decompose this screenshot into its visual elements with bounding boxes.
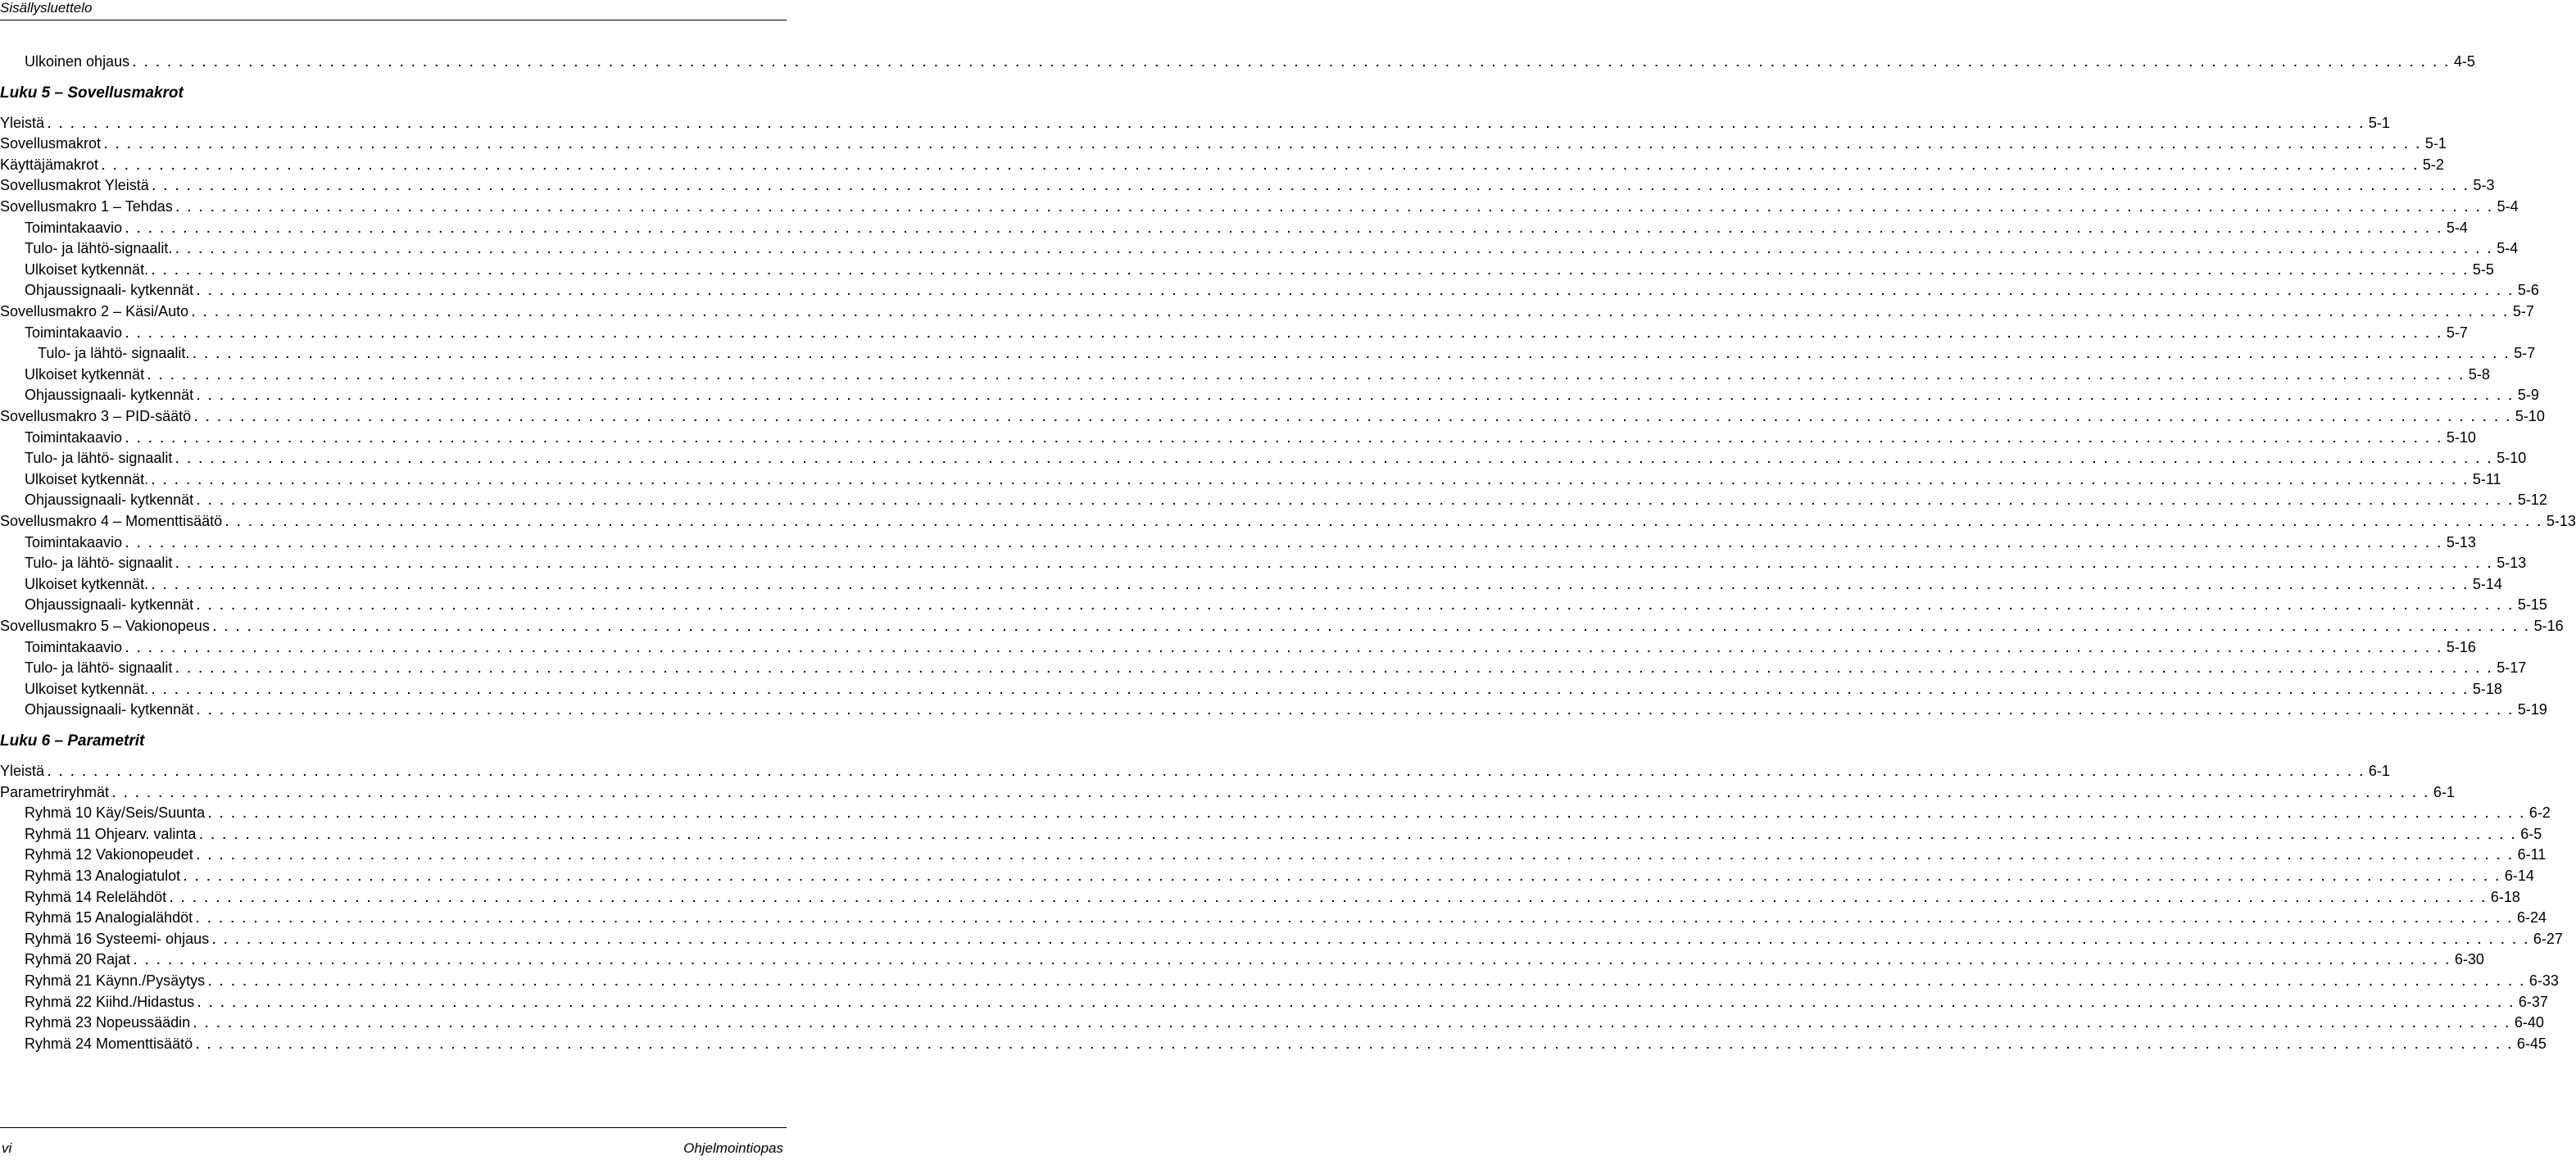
toc-entry[interactable]: [0, 428, 2476, 447]
toc-entry-label: Sovellusmakrot Yleistä: [0, 177, 149, 194]
toc-entry-label: Sovellusmakro 2 – Käsi/Auto: [0, 303, 189, 319]
dot-leader: . . . . . . . . . . . . . . . . . . . . . . . . . . . . . . . . . . . . . . . . . . . . . . . . . . . . . . . . . . . . . . . . . . . . . . . . . . . . . . . . . . . . . . . . . . . . . . . . . . . . . . . . . . . . . . . . . . . . . . . . . . . . . . . . . . . . . . . . . . . . . . . . . . . . . . . . . . . . . . . . . . . . . . . . . . . . . . . . . . . . . . . . . . . . . . . . . . . . . . . .: [170, 890, 2488, 904]
dot-leader: . . . . . . . . . . . . . . . . . . . . . . . . . . . . . . . . . . . . . . . . . . . . . . . . . . . . . . . . . . . . . . . . . . . . . . . . . . . . . . . . . . . . . . . . . . . . . . . . . . . . . . . . . . . . . . . . . . . . . . . . . . . . . . . . . . . . . . . . . . . . . . . . . . . . . . . . . . . . . . . . . . . . . . . . . . . . . . . . . . . . . . . . . . . . . . . . . . . . . . . .: [152, 263, 2469, 277]
toc-entry[interactable]: [0, 637, 2476, 657]
toc-entry-page: 6-40: [2514, 1014, 2544, 1031]
dot-leader: . . . . . . . . . . . . . . . . . . . . . . . . . . . . . . . . . . . . . . . . . . . . . . . . . . . . . . . . . . . . . . . . . . . . . . . . . . . . . . . . . . . . . . . . . . . . . . . . . . . . . . . . . . . . . . . . . . . . . . . . . . . . . . . . . . . . . . . . . . . . . . . . . . . . . . . . . . . . . . . . . . . . . . . . . . . . . . . . . . . . . . . . . . . . . . . . . . . . . . . .: [197, 599, 2515, 613]
toc-entry-label: Toimintakaavio: [25, 533, 123, 551]
toc-entry-page: 5-7: [2514, 345, 2536, 362]
toc-entry[interactable]: [0, 260, 2494, 279]
toc-entry[interactable]: [0, 301, 2534, 321]
toc-entry-page: 5-10: [2497, 450, 2527, 467]
toc-entry[interactable]: [0, 469, 2501, 489]
toc-entry-label: Sovellusmakro 5 – Vakionopeus: [0, 618, 210, 634]
toc-entry-page: 5-12: [2517, 492, 2547, 509]
toc-entry-page: 5-19: [2517, 701, 2547, 718]
toc-entry-label: Ryhmä 11 Ohjearv. valinta: [25, 825, 197, 842]
toc-entry-label: Toimintakaavio: [25, 638, 123, 655]
toc-entry-page: 6-37: [2518, 993, 2548, 1010]
toc-entry[interactable]: [0, 929, 2563, 949]
toc-entry-label: Ulkoiset kytkennät.: [25, 470, 149, 487]
toc-entry-page: 4-5: [2453, 53, 2475, 70]
toc-entry-label: Yleistä: [0, 114, 45, 131]
toc-entry-label: Ulkoiset kytkennät: [25, 365, 145, 383]
toc-entry-label: Ryhmä 22 Kiihd./Hidastus: [25, 993, 195, 1010]
toc-entry[interactable]: [0, 385, 2539, 405]
toc-entry-label: Yleistä: [0, 763, 45, 779]
dot-leader: . . . . . . . . . . . . . . . . . . . . . . . . . . . . . . . . . . . . . . . . . . . . . . . . . . . . . . . . . . . . . . . . . . . . . . . . . . . . . . . . . . . . . . . . . . . . . . . . . . . . . . . . . . . . . . . . . . . . . . . . . . . . . . . . . . . . . . . . . . . . . . . . . . . . . . . . . . . . . . . . . . . . . . . . . . . . . . . . . . . . . . . . . . . . . . . . . . . . . . . .: [152, 473, 2469, 487]
toc-entry-page: 5-3: [2473, 177, 2495, 194]
toc-entry-page: 5-7: [2446, 324, 2468, 341]
toc-entry-label: Sovellusmakro 3 – PID-säätö: [0, 408, 192, 424]
toc-entry-page: 5-18: [2472, 680, 2502, 697]
toc-entry-label: Käyttäjämakrot: [0, 156, 99, 173]
toc-entry[interactable]: [0, 574, 2502, 594]
toc-entry-label: Ryhmä 14 Relelähdöt: [25, 888, 167, 905]
toc-entry[interactable]: [0, 761, 2390, 781]
toc-entry-page: 5-5: [2472, 261, 2494, 278]
toc-entry[interactable]: [0, 949, 2484, 969]
toc-entry[interactable]: [0, 553, 2527, 573]
toc-entry-page: 6-1: [2433, 783, 2455, 800]
toc-entry-page: 5-10: [2515, 408, 2545, 424]
dot-leader: . . . . . . . . . . . . . . . . . . . . . . . . . . . . . . . . . . . . . . . . . . . . . . . . . . . . . . . . . . . . . . . . . . . . . . . . . . . . . . . . . . . . . . . . . . . . . . . . . . . . . . . . . . . . . . . . . . . . . . . . . . . . . . . . . . . . . . . . . . . . . . . . . . . . . . . . . . . . . . . . . . . . . . . . . . . . . . . . . . . . . . . . . . . . . . . . . . . . . . . .: [125, 641, 2443, 655]
dot-leader: . . . . . . . . . . . . . . . . . . . . . . . . . . . . . . . . . . . . . . . . . . . . . . . . . . . . . . . . . . . . . . . . . . . . . . . . . . . . . . . . . . . . . . . . . . . . . . . . . . . . . . . . . . . . . . . . . . . . . . . . . . . . . . . . . . . . . . . . . . . . . . . . . . . . . . . . . . . . . . . . . . . . . . . . . . . . . . . . . . . . . . . . . . . . . . . . . . . . . . . .: [125, 326, 2443, 340]
dot-leader: . . . . . . . . . . . . . . . . . . . . . . . . . . . . . . . . . . . . . . . . . . . . . . . . . . . . . . . . . . . . . . . . . . . . . . . . . . . . . . . . . . . . . . . . . . . . . . . . . . . . . . . . . . . . . . . . . . . . . . . . . . . . . . . . . . . . . . . . . . . . . . . . . . . . . . . . . . . . . . . . . . . . . . . . . . . . . . . . . . . . . . . . . . . . . . . . . . . . . . . .: [197, 389, 2515, 403]
toc-entry-label: Ulkoiset kytkennät.: [25, 261, 149, 278]
toc-entry[interactable]: [0, 866, 2534, 886]
dot-leader: . . . . . . . . . . . . . . . . . . . . . . . . . . . . . . . . . . . . . . . . . . . . . . . . . . . . . . . . . . . . . . . . . . . . . . . . . . . . . . . . . . . . . . . . . . . . . . . . . . . . . . . . . . . . . . . . . . . . . . . . . . . . . . . . . . . . . . . . . . . . . . . . . . . . . . . . . . . . . . . . . . . . . . . . . . . . . . . . . . . . . . . . . . . . . . . . . . . . . . . .: [197, 284, 2515, 298]
toc-entry-page: 6-14: [2504, 868, 2534, 884]
footer-rule: [0, 1127, 787, 1128]
dot-leader: . . . . . . . . . . . . . . . . . . . . . . . . . . . . . . . . . . . . . . . . . . . . . . . . . . . . . . . . . . . . . . . . . . . . . . . . . . . . . . . . . . . . . . . . . . . . . . . . . . . . . . . . . . . . . . . . . . . . . . . . . . . . . . . . . . . . . . . . . . . . . . . . . . . . . . . . . . . . . . . . . . . . . . . . . . . . . . . . . . . . . . . . . . . . . . . . . . . . . . . .: [208, 807, 2526, 821]
dot-leader: . . . . . . . . . . . . . . . . . . . . . . . . . . . . . . . . . . . . . . . . . . . . . . . . . . . . . . . . . . . . . . . . . . . . . . . . . . . . . . . . . . . . . . . . . . . . . . . . . . . . . . . . . . . . . . . . . . . . . . . . . . . . . . . . . . . . . . . . . . . . . . . . . . . . . . . . . . . . . . . . . . . . . . . . . . . . . . . . . . . . . . . . . . . . . . . . . . . . . . . .: [125, 221, 2443, 235]
toc-entry-label: Toimintakaavio: [25, 428, 123, 446]
toc-entry-page: 5-16: [2533, 618, 2564, 634]
toc-entry-page: 5-13: [2546, 513, 2576, 529]
toc-entry[interactable]: [0, 532, 2476, 552]
dot-leader: . . . . . . . . . . . . . . . . . . . . . . . . . . . . . . . . . . . . . . . . . . . . . . . . . . . . . . . . . . . . . . . . . . . . . . . . . . . . . . . . . . . . . . . . . . . . . . . . . . . . . . . . . . . . . . . . . . . . . . . . . . . . . . . . . . . . . . . . . . . . . . . . . . . . . . . . . . . . . . . . . . . . . . . . . . . . . . . . . . . . . . . . . . . . . . . . . . . . . . . .: [175, 452, 2494, 466]
dot-leader: . . . . . . . . . . . . . . . . . . . . . . . . . . . . . . . . . . . . . . . . . . . . . . . . . . . . . . . . . . . . . . . . . . . . . . . . . . . . . . . . . . . . . . . . . . . . . . . . . . . . . . . . . . . . . . . . . . . . . . . . . . . . . . . . . . . . . . . . . . . . . . . . . . . . . . . . . . . . . . . . . . . . . . . . . . . . . . . . . . . . . . . . . . . . . . . . . . . . . . . .: [104, 138, 2422, 152]
toc-entry[interactable]: [0, 280, 2539, 300]
dot-leader: . . . . . . . . . . . . . . . . . . . . . . . . . . . . . . . . . . . . . . . . . . . . . . . . . . . . . . . . . . . . . . . . . . . . . . . . . . . . . . . . . . . . . . . . . . . . . . . . . . . . . . . . . . . . . . . . . . . . . . . . . . . . . . . . . . . . . . . . . . . . . . . . . . . . . . . . . . . . . . . . . . . . . . . . . . . . . . . . . . . . . . . . . . . . . . . . . . . . . . . .: [212, 620, 2531, 633]
toc-entry[interactable]: [0, 782, 2455, 802]
toc-entry-page: 5-15: [2517, 596, 2547, 614]
dot-leader: . . . . . . . . . . . . . . . . . . . . . . . . . . . . . . . . . . . . . . . . . . . . . . . . . . . . . . . . . . . . . . . . . . . . . . . . . . . . . . . . . . . . . . . . . . . . . . . . . . . . . . . . . . . . . . . . . . . . . . . . . . . . . . . . . . . . . . . . . . . . . . . . . . . . . . . . . . . . . . . . . . . . . . . . . . . . . . . . . . . . . . . . . . . . . . . . . . . . . . . .: [192, 306, 2510, 319]
toc-entry[interactable]: [0, 134, 2447, 153]
toc-entry-page: 6-30: [2454, 951, 2484, 968]
toc-entry[interactable]: [0, 406, 2545, 426]
toc-entry-page: 6-2: [2528, 804, 2551, 822]
toc-entry[interactable]: [0, 992, 2548, 1012]
footer-page-number: vi: [2, 1140, 12, 1156]
dot-leader: . . . . . . . . . . . . . . . . . . . . . . . . . . . . . . . . . . . . . . . . . . . . . . . . . . . . . . . . . . . . . . . . . . . . . . . . . . . . . . . . . . . . . . . . . . . . . . . . . . . . . . . . . . . . . . . . . . . . . . . . . . . . . . . . . . . . . . . . . . . . . . . . . . . . . . . . . . . . . . . . . . . . . . . . . . . . . . . . . . . . . . . . . . . . . . . . . . . . . . . .: [184, 870, 2501, 883]
toc-entry[interactable]: [0, 113, 2390, 133]
toc-entry-label: Sovellusmakrot: [0, 135, 102, 152]
toc-entry-page: 5-2: [2422, 156, 2444, 173]
toc-entry[interactable]: [0, 616, 2564, 636]
toc-entry-page: 5-13: [2497, 555, 2527, 572]
toc-entry-page: 5-4: [2497, 240, 2519, 257]
dot-leader: . . . . . . . . . . . . . . . . . . . . . . . . . . . . . . . . . . . . . . . . . . . . . . . . . . . . . . . . . . . . . . . . . . . . . . . . . . . . . . . . . . . . . . . . . . . . . . . . . . . . . . . . . . . . . . . . . . . . . . . . . . . . . . . . . . . . . . . . . . . . . . . . . . . . . . . . . . . . . . . . . . . . . . . . . . . . . . . . . . . . . . . . . . . . . . . . . . . . . . . .: [196, 912, 2514, 926]
toc-entry-page: 5-8: [2468, 365, 2490, 383]
dot-leader: . . . . . . . . . . . . . . . . . . . . . . . . . . . . . . . . . . . . . . . . . . . . . . . . . . . . . . . . . . . . . . . . . . . . . . . . . . . . . . . . . . . . . . . . . . . . . . . . . . . . . . . . . . . . . . . . . . . . . . . . . . . . . . . . . . . . . . . . . . . . . . . . . . . . . . . . . . . . . . . . . . . . . . . . . . . . . . . . . . . . . . . . . . . . . . . . . . . . . . . .: [133, 56, 2451, 69]
toc-entry-page: 5-11: [2472, 470, 2501, 487]
dot-leader: . . . . . . . . . . . . . . . . . . . . . . . . . . . . . . . . . . . . . . . . . . . . . . . . . . . . . . . . . . . . . . . . . . . . . . . . . . . . . . . . . . . . . . . . . . . . . . . . . . . . . . . . . . . . . . . . . . . . . . . . . . . . . . . . . . . . . . . . . . . . . . . . . . . . . . . . . . . . . . . . . . . . . . . . . . . . . . . . . . . . . . . . . . . . . . . . . . . . . . . .: [175, 201, 2494, 214]
toc-entry-label: Ohjaussignaali- kytkennät: [25, 387, 194, 404]
toc-entry-page: 5-1: [2424, 135, 2447, 152]
toc-entry-page: 6-1: [2368, 763, 2390, 779]
dot-leader: . . . . . . . . . . . . . . . . . . . . . . . . . . . . . . . . . . . . . . . . . . . . . . . . . . . . . . . . . . . . . . . . . . . . . . . . . . . . . . . . . . . . . . . . . . . . . . . . . . . . . . . . . . . . . . . . . . . . . . . . . . . . . . . . . . . . . . . . . . . . . . . . . . . . . . . . . . . . . . . . . . . . . . . . . . . . . . . . . . . . . . . . . . . . . . . . . . . . . . . .: [194, 410, 2512, 424]
toc-entry-page: 6-5: [2520, 825, 2542, 842]
dot-leader: . . . . . . . . . . . . . . . . . . . . . . . . . . . . . . . . . . . . . . . . . . . . . . . . . . . . . . . . . . . . . . . . . . . . . . . . . . . . . . . . . . . . . . . . . . . . . . . . . . . . . . . . . . . . . . . . . . . . . . . . . . . . . . . . . . . . . . . . . . . . . . . . . . . . . . . . . . . . . . . . . . . . . . . . . . . . . . . . . . . . . . . . . . . . . . . . . . . . . . . .: [193, 347, 2511, 361]
toc-entry-page: 6-33: [2528, 972, 2559, 989]
toc-entry[interactable]: [0, 1013, 2544, 1032]
dot-leader: . . . . . . . . . . . . . . . . . . . . . . . . . . . . . . . . . . . . . . . . . . . . . . . . . . . . . . . . . . . . . . . . . . . . . . . . . . . . . . . . . . . . . . . . . . . . . . . . . . . . . . . . . . . . . . . . . . . . . . . . . . . . . . . . . . . . . . . . . . . . . . . . . . . . . . . . . . . . . . . . . . . . . . . . . . . . . . . . . . . . . . . . . . . . . . . . . . . . . . . .: [147, 368, 2465, 382]
toc-entry-page: 5-17: [2497, 659, 2527, 677]
toc-entry[interactable]: [0, 365, 2490, 384]
toc-entry-label: Ulkoiset kytkennät.: [25, 575, 149, 592]
toc-entry-page: 5-4: [2497, 198, 2519, 215]
toc-entry-label: Ryhmä 20 Rajat: [25, 951, 131, 968]
dot-leader: . . . . . . . . . . . . . . . . . . . . . . . . . . . . . . . . . . . . . . . . . . . . . . . . . . . . . . . . . . . . . . . . . . . . . . . . . . . . . . . . . . . . . . . . . . . . . . . . . . . . . . . . . . . . . . . . . . . . . . . . . . . . . . . . . . . . . . . . . . . . . . . . . . . . . . . . . . . . . . . . . . . . . . . . . . . . . . . . . . . . . . . . . . . . . . . . . . . . . . . .: [196, 1037, 2514, 1051]
toc-entry-label: Toimintakaavio: [25, 219, 123, 236]
toc-entry-label: Sovellusmakro 1 – Tehdas: [0, 198, 173, 215]
dot-leader: . . . . . . . . . . . . . . . . . . . . . . . . . . . . . . . . . . . . . . . . . . . . . . . . . . . . . . . . . . . . . . . . . . . . . . . . . . . . . . . . . . . . . . . . . . . . . . . . . . . . . . . . . . . . . . . . . . . . . . . . . . . . . . . . . . . . . . . . . . . . . . . . . . . . . . . . . . . . . . . . . . . . . . . . . . . . . . . . . . . . . . . . . . . . . . . . . . . . . . . .: [125, 431, 2443, 445]
chapter-heading: Luku 6 – Parametrit: [0, 732, 145, 750]
dot-leader: . . . . . . . . . . . . . . . . . . . . . . . . . . . . . . . . . . . . . . . . . . . . . . . . . . . . . . . . . . . . . . . . . . . . . . . . . . . . . . . . . . . . . . . . . . . . . . . . . . . . . . . . . . . . . . . . . . . . . . . . . . . . . . . . . . . . . . . . . . . . . . . . . . . . . . . . . . . . . . . . . . . . . . . . . . . . . . . . . . . . . . . . . . . . . . . . . . . . . . . .: [48, 116, 2365, 130]
dot-leader: . . . . . . . . . . . . . . . . . . . . . . . . . . . . . . . . . . . . . . . . . . . . . . . . . . . . . . . . . . . . . . . . . . . . . . . . . . . . . . . . . . . . . . . . . . . . . . . . . . . . . . . . . . . . . . . . . . . . . . . . . . . . . . . . . . . . . . . . . . . . . . . . . . . . . . . . . . . . . . . . . . . . . . . . . . . . . . . . . . . . . . . . . . . . . . . . . . . . . . . .: [48, 765, 2365, 778]
toc-entry-label: Ryhmä 24 Momenttisäätö: [25, 1035, 193, 1052]
toc-entry[interactable]: [0, 803, 2551, 822]
dot-leader: . . . . . . . . . . . . . . . . . . . . . . . . . . . . . . . . . . . . . . . . . . . . . . . . . . . . . . . . . . . . . . . . . . . . . . . . . . . . . . . . . . . . . . . . . . . . . . . . . . . . . . . . . . . . . . . . . . . . . . . . . . . . . . . . . . . . . . . . . . . . . . . . . . . . . . . . . . . . . . . . . . . . . . . . . . . . . . . . . . . . . . . . . . . . . . . . . . . . . . . .: [193, 1017, 2511, 1031]
toc-entry-label: Ohjaussignaali- kytkennät: [25, 282, 194, 299]
toc-entry-label: Ryhmä 21 Käynn./Pysäytys: [25, 972, 206, 989]
toc-entry[interactable]: [0, 323, 2468, 342]
dot-leader: . . . . . . . . . . . . . . . . . . . . . . . . . . . . . . . . . . . . . . . . . . . . . . . . . . . . . . . . . . . . . . . . . . . . . . . . . . . . . . . . . . . . . . . . . . . . . . . . . . . . . . . . . . . . . . . . . . . . . . . . . . . . . . . . . . . . . . . . . . . . . . . . . . . . . . . . . . . . . . . . . . . . . . . . . . . . . . . . . . . . . . . . . . . . . . . . . . . . . . . .: [197, 704, 2515, 718]
header-title: Sisällysluettelo: [0, 0, 93, 16]
toc-entry-label: Ohjaussignaali- kytkennät: [25, 596, 194, 614]
dot-leader: . . . . . . . . . . . . . . . . . . . . . . . . . . . . . . . . . . . . . . . . . . . . . . . . . . . . . . . . . . . . . . . . . . . . . . . . . . . . . . . . . . . . . . . . . . . . . . . . . . . . . . . . . . . . . . . . . . . . . . . . . . . . . . . . . . . . . . . . . . . . . . . . . . . . . . . . . . . . . . . . . . . . . . . . . . . . . . . . . . . . . . . . . . . . . . . . . . . . . . . .: [197, 494, 2515, 508]
toc-entry-label: Parametriryhmät: [0, 783, 110, 800]
toc-entry[interactable]: [0, 887, 2520, 907]
toc-entry-label: Ryhmä 16 Systeemi- ohjaus: [25, 930, 210, 947]
toc-entry[interactable]: [0, 197, 2519, 216]
toc-entry[interactable]: [0, 1034, 2547, 1054]
toc-entry[interactable]: [0, 490, 2547, 510]
dot-leader: . . . . . . . . . . . . . . . . . . . . . . . . . . . . . . . . . . . . . . . . . . . . . . . . . . . . . . . . . . . . . . . . . . . . . . . . . . . . . . . . . . . . . . . . . . . . . . . . . . . . . . . . . . . . . . . . . . . . . . . . . . . . . . . . . . . . . . . . . . . . . . . . . . . . . . . . . . . . . . . . . . . . . . . . . . . . . . . . . . . . . . . . . . . . . . . . . . . . . . . .: [152, 682, 2469, 696]
page-header: [0, 0, 787, 18]
toc-entry-page: 5-10: [2446, 428, 2476, 446]
toc-entry-page: 6-45: [2516, 1035, 2547, 1052]
toc-entry-page: 6-24: [2516, 909, 2547, 927]
toc-entry[interactable]: [0, 595, 2547, 614]
toc-entry-label: Ryhmä 13 Analogiatulot: [25, 868, 181, 884]
toc-entry-page: 5-16: [2446, 638, 2476, 655]
toc-entry[interactable]: [0, 238, 2519, 258]
toc-entry[interactable]: [0, 971, 2559, 990]
toc-entry-label: Ryhmä 15 Analogialähdöt: [25, 909, 193, 927]
toc-entry[interactable]: [0, 218, 2468, 238]
toc-entry-label: Ryhmä 12 Vakionopeudet: [25, 846, 193, 863]
dot-leader: . . . . . . . . . . . . . . . . . . . . . . . . . . . . . . . . . . . . . . . . . . . . . . . . . . . . . . . . . . . . . . . . . . . . . . . . . . . . . . . . . . . . . . . . . . . . . . . . . . . . . . . . . . . . . . . . . . . . . . . . . . . . . . . . . . . . . . . . . . . . . . . . . . . . . . . . . . . . . . . . . . . . . . . . . . . . . . . . . . . . . . . . . . . . . . . . . . . . . . . .: [175, 557, 2494, 571]
toc-entry[interactable]: [0, 700, 2547, 719]
toc-entry-label: Tulo- ja lähtö- signaalit: [25, 659, 173, 677]
toc-entry[interactable]: [0, 845, 2547, 864]
toc-entry-page: 5-6: [2517, 282, 2539, 299]
toc-entry[interactable]: [0, 175, 2495, 195]
toc-entry-label: Tulo- ja lähtö- signaalit: [25, 450, 173, 467]
toc-entry[interactable]: [0, 52, 2475, 71]
toc-entry[interactable]: [0, 679, 2502, 699]
toc-entry-page: 6-27: [2533, 930, 2563, 947]
toc-entry[interactable]: [0, 448, 2527, 468]
toc-entry-page: 6-11: [2517, 846, 2547, 863]
toc-entry-label: Ryhmä 10 Käy/Seis/Suunta: [25, 804, 206, 822]
toc-entry-page: 5-9: [2517, 387, 2539, 404]
toc-entry-label: Tulo- ja lähtö- signaalit.: [38, 345, 190, 362]
toc-entry[interactable]: [0, 155, 2444, 174]
dot-leader: . . . . . . . . . . . . . . . . . . . . . . . . . . . . . . . . . . . . . . . . . . . . . . . . . . . . . . . . . . . . . . . . . . . . . . . . . . . . . . . . . . . . . . . . . . . . . . . . . . . . . . . . . . . . . . . . . . . . . . . . . . . . . . . . . . . . . . . . . . . . . . . . . . . . . . . . . . . . . . . . . . . . . . . . . . . . . . . . . . . . . . . . . . . . . . . . . . . . . . . .: [152, 179, 2470, 193]
dot-leader: . . . . . . . . . . . . . . . . . . . . . . . . . . . . . . . . . . . . . . . . . . . . . . . . . . . . . . . . . . . . . . . . . . . . . . . . . . . . . . . . . . . . . . . . . . . . . . . . . . . . . . . . . . . . . . . . . . . . . . . . . . . . . . . . . . . . . . . . . . . . . . . . . . . . . . . . . . . . . . . . . . . . . . . . . . . . . . . . . . . . . . . . . . . . . . . . . . . . . . . .: [212, 932, 2530, 946]
toc-entry[interactable]: [0, 511, 2576, 531]
toc-entry-page: 5-1: [2368, 114, 2390, 131]
toc-entry-label: Toimintakaavio: [25, 324, 123, 341]
dot-leader: . . . . . . . . . . . . . . . . . . . . . . . . . . . . . . . . . . . . . . . . . . . . . . . . . . . . . . . . . . . . . . . . . . . . . . . . . . . . . . . . . . . . . . . . . . . . . . . . . . . . . . . . . . . . . . . . . . . . . . . . . . . . . . . . . . . . . . . . . . . . . . . . . . . . . . . . . . . . . . . . . . . . . . . . . . . . . . . . . . . . . . . . . . . . . . . . . . . . . . . .: [196, 849, 2515, 863]
toc-entry[interactable]: [0, 658, 2527, 677]
toc-entry-label: Ryhmä 23 Nopeussäädin: [25, 1014, 191, 1031]
toc-entry-page: 5-14: [2472, 575, 2502, 592]
dot-leader: . . . . . . . . . . . . . . . . . . . . . . . . . . . . . . . . . . . . . . . . . . . . . . . . . . . . . . . . . . . . . . . . . . . . . . . . . . . . . . . . . . . . . . . . . . . . . . . . . . . . . . . . . . . . . . . . . . . . . . . . . . . . . . . . . . . . . . . . . . . . . . . . . . . . . . . . . . . . . . . . . . . . . . . . . . . . . . . . . . . . . . . . . . . . . . . . . . . . . . . .: [208, 975, 2526, 988]
toc-entry[interactable]: [0, 908, 2547, 927]
dot-leader: . . . . . . . . . . . . . . . . . . . . . . . . . . . . . . . . . . . . . . . . . . . . . . . . . . . . . . . . . . . . . . . . . . . . . . . . . . . . . . . . . . . . . . . . . . . . . . . . . . . . . . . . . . . . . . . . . . . . . . . . . . . . . . . . . . . . . . . . . . . . . . . . . . . . . . . . . . . . . . . . . . . . . . . . . . . . . . . . . . . . . . . . . . . . . . . . . . . . . . . .: [152, 578, 2469, 591]
toc-entry[interactable]: [0, 343, 2536, 363]
dot-leader: . . . . . . . . . . . . . . . . . . . . . . . . . . . . . . . . . . . . . . . . . . . . . . . . . . . . . . . . . . . . . . . . . . . . . . . . . . . . . . . . . . . . . . . . . . . . . . . . . . . . . . . . . . . . . . . . . . . . . . . . . . . . . . . . . . . . . . . . . . . . . . . . . . . . . . . . . . . . . . . . . . . . . . . . . . . . . . . . . . . . . . . . . . . . . . . . . . . . . . . .: [134, 954, 2451, 967]
chapter-heading: Luku 5 – Sovellusmakrot: [0, 84, 184, 102]
dot-leader: . . . . . . . . . . . . . . . . . . . . . . . . . . . . . . . . . . . . . . . . . . . . . . . . . . . . . . . . . . . . . . . . . . . . . . . . . . . . . . . . . . . . . . . . . . . . . . . . . . . . . . . . . . . . . . . . . . . . . . . . . . . . . . . . . . . . . . . . . . . . . . . . . . . . . . . . . . . . . . . . . . . . . . . . . . . . . . . . . . . . . . . . . . . . . . . . . . . . . . . .: [125, 536, 2443, 550]
toc-entry-label: Ohjaussignaali- kytkennät: [25, 701, 194, 718]
toc-entry-page: 6-18: [2490, 888, 2520, 905]
dot-leader: . . . . . . . . . . . . . . . . . . . . . . . . . . . . . . . . . . . . . . . . . . . . . . . . . . . . . . . . . . . . . . . . . . . . . . . . . . . . . . . . . . . . . . . . . . . . . . . . . . . . . . . . . . . . . . . . . . . . . . . . . . . . . . . . . . . . . . . . . . . . . . . . . . . . . . . . . . . . . . . . . . . . . . . . . . . . . . . . . . . . . . . . . . . . . . . . . . . . . . . .: [102, 158, 2420, 172]
dot-leader: . . . . . . . . . . . . . . . . . . . . . . . . . . . . . . . . . . . . . . . . . . . . . . . . . . . . . . . . . . . . . . . . . . . . . . . . . . . . . . . . . . . . . . . . . . . . . . . . . . . . . . . . . . . . . . . . . . . . . . . . . . . . . . . . . . . . . . . . . . . . . . . . . . . . . . . . . . . . . . . . . . . . . . . . . . . . . . . . . . . . . . . . . . . . . . . . . . . . . . . .: [112, 786, 2430, 800]
toc-entry-label: Tulo- ja lähtö-signaalit.: [25, 240, 173, 257]
toc-entry-label: Tulo- ja lähtö- signaalit: [25, 555, 173, 572]
footer-title: Ohjelmointiopas: [683, 1140, 783, 1156]
dot-leader: . . . . . . . . . . . . . . . . . . . . . . . . . . . . . . . . . . . . . . . . . . . . . . . . . . . . . . . . . . . . . . . . . . . . . . . . . . . . . . . . . . . . . . . . . . . . . . . . . . . . . . . . . . . . . . . . . . . . . . . . . . . . . . . . . . . . . . . . . . . . . . . . . . . . . . . . . . . . . . . . . . . . . . . . . . . . . . . . . . . . . . . . . . . . . . . . . . . . . . . .: [175, 242, 2494, 256]
toc-entry-label: Ohjaussignaali- kytkennät: [25, 492, 194, 509]
dot-leader: . . . . . . . . . . . . . . . . . . . . . . . . . . . . . . . . . . . . . . . . . . . . . . . . . . . . . . . . . . . . . . . . . . . . . . . . . . . . . . . . . . . . . . . . . . . . . . . . . . . . . . . . . . . . . . . . . . . . . . . . . . . . . . . . . . . . . . . . . . . . . . . . . . . . . . . . . . . . . . . . . . . . . . . . . . . . . . . . . . . . . . . . . . . . . . . . . . . . . . . .: [197, 995, 2515, 1009]
toc-entry[interactable]: [0, 824, 2542, 844]
toc-entry-page: 5-13: [2446, 533, 2476, 551]
toc-entry-label: Ulkoinen ohjaus: [25, 53, 130, 70]
dot-leader: . . . . . . . . . . . . . . . . . . . . . . . . . . . . . . . . . . . . . . . . . . . . . . . . . . . . . . . . . . . . . . . . . . . . . . . . . . . . . . . . . . . . . . . . . . . . . . . . . . . . . . . . . . . . . . . . . . . . . . . . . . . . . . . . . . . . . . . . . . . . . . . . . . . . . . . . . . . . . . . . . . . . . . . . . . . . . . . . . . . . . . . . . . . . . . . . . . . . . . . .: [225, 515, 2543, 528]
toc-entry-page: 5-7: [2512, 303, 2534, 319]
toc-entry-label: Ulkoiset kytkennät.: [25, 680, 149, 697]
dot-leader: . . . . . . . . . . . . . . . . . . . . . . . . . . . . . . . . . . . . . . . . . . . . . . . . . . . . . . . . . . . . . . . . . . . . . . . . . . . . . . . . . . . . . . . . . . . . . . . . . . . . . . . . . . . . . . . . . . . . . . . . . . . . . . . . . . . . . . . . . . . . . . . . . . . . . . . . . . . . . . . . . . . . . . . . . . . . . . . . . . . . . . . . . . . . . . . . . . . . . . . .: [199, 827, 2518, 841]
dot-leader: . . . . . . . . . . . . . . . . . . . . . . . . . . . . . . . . . . . . . . . . . . . . . . . . . . . . . . . . . . . . . . . . . . . . . . . . . . . . . . . . . . . . . . . . . . . . . . . . . . . . . . . . . . . . . . . . . . . . . . . . . . . . . . . . . . . . . . . . . . . . . . . . . . . . . . . . . . . . . . . . . . . . . . . . . . . . . . . . . . . . . . . . . . . . . . . . . . . . . . . .: [175, 662, 2494, 676]
toc-entry-label: Sovellusmakro 4 – Momenttisäätö: [0, 513, 223, 529]
toc-entry-page: 5-4: [2446, 219, 2468, 236]
